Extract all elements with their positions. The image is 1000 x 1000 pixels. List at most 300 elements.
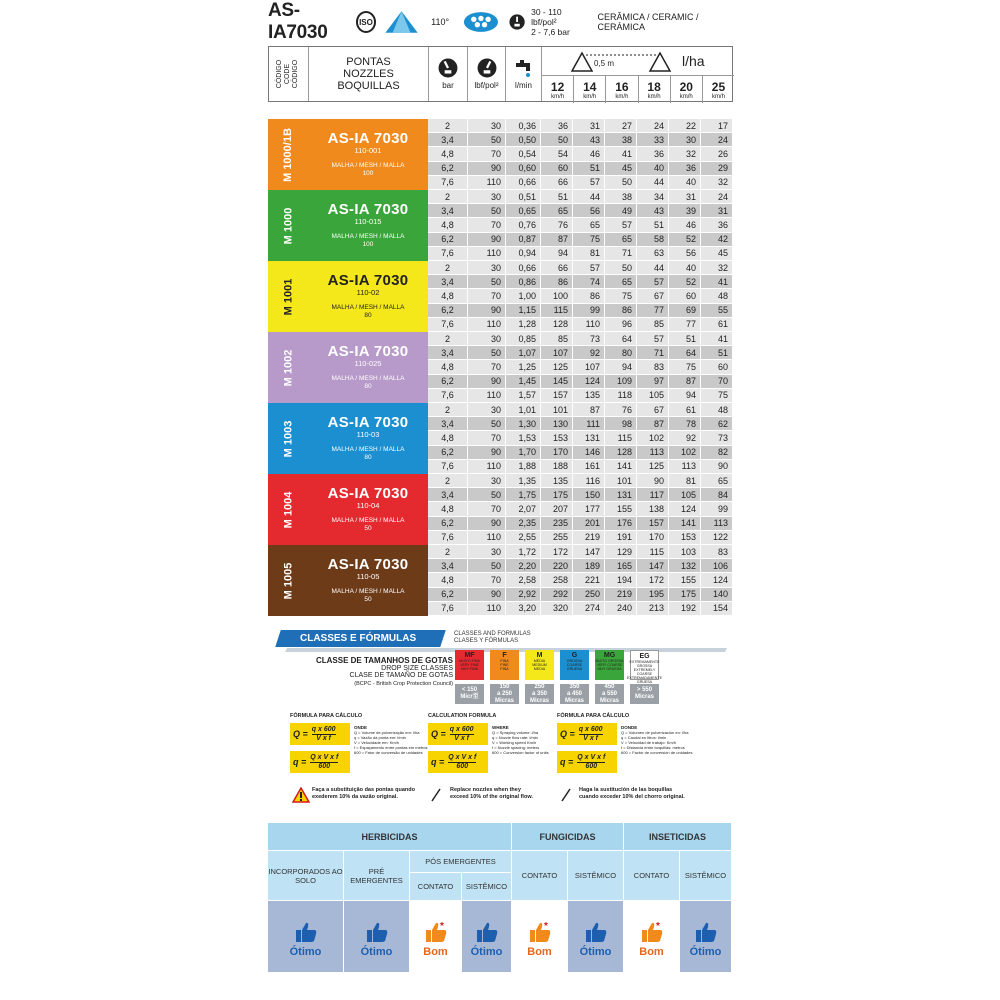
table-cell: 6,2 [428, 233, 468, 247]
table-cell: 1,30 [506, 417, 541, 431]
table-cell: 102 [669, 446, 701, 460]
table-cell: 17 [701, 119, 733, 133]
thumbs-up-icon [584, 921, 608, 943]
formula-legend-line: 600 = Factor de conversión de unidades [621, 750, 693, 755]
table-cell: 30 [468, 261, 506, 275]
table-cell: 1,01 [506, 403, 541, 417]
formula-flow [557, 751, 617, 773]
table-cell: 1,25 [506, 360, 541, 374]
speed-value: 25 [711, 79, 726, 94]
table-row [428, 545, 733, 559]
table-cell: 55 [701, 304, 733, 318]
formula-lhs: Q = [431, 729, 446, 739]
contact-label: CONTATO [512, 851, 568, 901]
classes-tab [275, 630, 446, 647]
table-row [428, 133, 733, 147]
micron-range-line: 150 [499, 683, 510, 690]
table-cell: 65 [541, 204, 573, 218]
table-cell: 124 [669, 502, 701, 516]
table-cell: 7,6 [428, 460, 468, 474]
thumbs-up-icon [365, 921, 389, 943]
table-row [428, 431, 733, 445]
table-cell: 6,2 [428, 517, 468, 531]
micron-range [560, 684, 589, 704]
classes-tab-label: CLASSES E FÓRMULAS [300, 633, 417, 644]
nozzle-rows [428, 261, 733, 332]
table-cell: 54 [541, 147, 573, 161]
table-cell: 147 [637, 559, 669, 573]
mesh-number: 100 [362, 241, 374, 248]
table-cell: 36 [701, 218, 733, 232]
table-cell: 76 [605, 403, 637, 417]
flow-unit: l/min [515, 81, 532, 90]
material: CERÂMICA / CERAMIC / CERÁMICA [597, 12, 699, 32]
nozzle-ref: 110-001 [354, 146, 382, 155]
table-cell: 94 [669, 389, 701, 403]
replace-note [312, 787, 415, 801]
formula-lhs: q = [431, 757, 445, 767]
table-row [428, 502, 733, 516]
table-cell: 90 [468, 446, 506, 460]
mesh-label: MALHA / MESH / MALLA [331, 588, 405, 595]
replace-note-line: exceed 10% of the original flow. [450, 794, 533, 800]
nozzle-rows [428, 545, 733, 616]
table-cell: 110 [468, 247, 506, 261]
table-cell: 87 [637, 417, 669, 431]
table-cell: 90 [468, 375, 506, 389]
table-cell: 38 [605, 190, 637, 204]
soil-incorporated-label: INCORPORADOS AO SOLO [268, 851, 344, 901]
classes-subtitle-es: CLASES Y FÓRMULAS [454, 638, 519, 644]
table-cell: 50 [468, 204, 506, 218]
table-cell: 50 [468, 346, 506, 360]
table-cell: 33 [637, 133, 669, 147]
table-cell: 0,85 [506, 332, 541, 346]
drop-size-title [303, 656, 453, 687]
formula-numerator: q x 600 [449, 725, 474, 733]
table-cell: 45 [605, 162, 637, 176]
table-row [428, 289, 733, 303]
table-cell: 70 [468, 218, 506, 232]
table-row [428, 176, 733, 190]
table-cell: 0,50 [506, 133, 541, 147]
table-cell: 117 [637, 488, 669, 502]
table-row [428, 573, 733, 587]
table-cell: 116 [573, 474, 605, 488]
table-cell: 32 [669, 147, 701, 161]
table-cell: 0,65 [506, 204, 541, 218]
table-cell: 29 [701, 162, 733, 176]
table-cell: 113 [669, 460, 701, 474]
table-cell: 7,6 [428, 602, 468, 616]
speed-col [606, 76, 638, 103]
formula-where: WHERE [492, 725, 509, 730]
insecticides-heading: INSETICIDAS [624, 823, 732, 851]
table-row [428, 318, 733, 332]
table-cell: 50 [541, 133, 573, 147]
drop-size-title-en: DROP SIZE CLASSES [381, 665, 453, 672]
table-cell: 81 [669, 474, 701, 488]
mesh-label: MALHA / MESH / MALLA [331, 162, 405, 169]
thumbs-up-icon [640, 921, 664, 943]
table-cell: 73 [701, 431, 733, 445]
table-cell: 7,6 [428, 247, 468, 261]
table-cell: 4,8 [428, 502, 468, 516]
table-cell: 130 [541, 417, 573, 431]
formula-legend-line: f = Espaçamento entre pontas em metros [354, 745, 428, 750]
nozzle-name: AS-IA 7030 [327, 556, 409, 573]
table-cell: 103 [669, 545, 701, 559]
pressure-psi: 30 - 110 lbf/pol² [531, 7, 562, 27]
drop-class-code: M [536, 652, 543, 659]
table-row [428, 233, 733, 247]
nozzle-group [268, 190, 733, 261]
table-cell: 125 [541, 360, 573, 374]
table-cell: 1,70 [506, 446, 541, 460]
table-row [428, 488, 733, 502]
table-cell: 32 [701, 261, 733, 275]
table-cell: 195 [637, 588, 669, 602]
rating-cell [268, 901, 344, 973]
table-cell: 165 [605, 559, 637, 573]
table-cell: 85 [541, 332, 573, 346]
table-cell: 58 [637, 233, 669, 247]
table-cell: 75 [573, 233, 605, 247]
table-cell: 188 [541, 460, 573, 474]
table-cell: 41 [605, 147, 637, 161]
pressure-gauge-icon [509, 13, 525, 31]
table-cell: 61 [701, 318, 733, 332]
micron-range-line: 250 [534, 683, 545, 690]
header [268, 0, 733, 43]
table-cell: 292 [541, 588, 573, 602]
table-cell: 6,2 [428, 588, 468, 602]
table-cell: 1,35 [506, 474, 541, 488]
table-cell: 115 [605, 431, 637, 445]
table-row [428, 346, 733, 360]
table-cell: 110 [468, 318, 506, 332]
table-row [428, 275, 733, 289]
formula-legend-line: f = Distancia entre boquillas: metros [621, 745, 685, 750]
table-cell: 63 [637, 247, 669, 261]
table-cell: 2 [428, 119, 468, 133]
drop-class-code: G [571, 652, 578, 659]
table-cell: 70 [468, 573, 506, 587]
formula-numerator: q x 600 [578, 725, 603, 733]
table-cell: 177 [573, 502, 605, 516]
nozzle-group [268, 119, 733, 190]
micron-range-line: Micras [529, 697, 549, 704]
pressure-range [531, 7, 583, 37]
rating-cell [462, 901, 512, 973]
mesh-number: 80 [364, 454, 372, 461]
table-cell: 51 [573, 162, 605, 176]
table-cell: 219 [605, 588, 637, 602]
mesh-label: MALHA / MESH / MALLA [331, 517, 405, 524]
table-cell: 92 [669, 431, 701, 445]
rating-label: Bom [639, 946, 664, 958]
table-cell: 155 [669, 573, 701, 587]
table-cell: 51 [637, 218, 669, 232]
nozzle-cell [308, 261, 428, 332]
table-row [428, 261, 733, 275]
drop-class-mg [595, 650, 624, 680]
formula-lhs: q = [560, 757, 574, 767]
table-cell: 161 [573, 460, 605, 474]
table-cell: 30 [468, 119, 506, 133]
replace-note-line: exederem 10% da vazão original. [312, 794, 398, 800]
thumbs-up-icon [694, 921, 718, 943]
formula-block [290, 713, 440, 783]
table-row [428, 417, 733, 431]
formula-fraction [577, 754, 605, 771]
table-cell: 110 [573, 318, 605, 332]
table-cell: 101 [605, 474, 637, 488]
table-cell: 0,51 [506, 190, 541, 204]
table-cell: 2,35 [506, 517, 541, 531]
table-cell: 41 [701, 332, 733, 346]
table-cell: 1,28 [506, 318, 541, 332]
table-cell: 60 [541, 162, 573, 176]
table-cell: 94 [541, 247, 573, 261]
table-cell: 99 [701, 502, 733, 516]
thumbs-up-icon [424, 921, 448, 943]
contact-label: CONTATO [410, 873, 462, 901]
table-cell: 219 [573, 531, 605, 545]
table-row [428, 304, 733, 318]
table-cell: 110 [468, 602, 506, 616]
drop-class-text: EXTREMELY COARSE [633, 668, 656, 676]
table-cell: 129 [605, 545, 637, 559]
table-cell: 77 [669, 318, 701, 332]
replace-note-line: Replace nozzles when they [450, 787, 521, 793]
table-cell: 56 [573, 204, 605, 218]
table-row [428, 360, 733, 374]
table-cell: 24 [637, 119, 669, 133]
table-cell: 106 [701, 559, 733, 573]
table-cell: 52 [669, 233, 701, 247]
replace-note [579, 787, 685, 801]
table-cell: 0,60 [506, 162, 541, 176]
table-cell: 57 [573, 261, 605, 275]
mesh-label: MALHA / MESH / MALLA [331, 233, 405, 240]
table-cell: 50 [468, 559, 506, 573]
table-cell: 87 [573, 403, 605, 417]
table-cell: 6,2 [428, 304, 468, 318]
table-cell: 240 [605, 602, 637, 616]
formula-fraction [579, 726, 603, 743]
table-cell: 51 [541, 190, 573, 204]
rating-label: Bom [423, 946, 448, 958]
table-row [428, 119, 733, 133]
table-cell: 320 [541, 602, 573, 616]
micron-range-line: a 250 [496, 690, 512, 697]
formula-legend [621, 725, 707, 755]
table-cell: 2,20 [506, 559, 541, 573]
nozzle-ref: 110-02 [356, 288, 380, 297]
table-cell: 65 [605, 275, 637, 289]
nozzles-heading-en: NOZZLES [343, 68, 394, 80]
table-cell: 110 [468, 389, 506, 403]
nozzle-code-cell [268, 190, 308, 261]
table-cell: 86 [605, 304, 637, 318]
table-cell: 90 [468, 517, 506, 531]
nozzle-ref: 110-025 [354, 359, 382, 368]
pressure-gauge-icon [438, 58, 458, 78]
table-row [428, 162, 733, 176]
table-cell: 0,66 [506, 261, 541, 275]
table-cell: 66 [541, 176, 573, 190]
table-cell: 40 [637, 162, 669, 176]
speed-value: 14 [583, 79, 597, 94]
table-cell: 51 [669, 332, 701, 346]
formula-denominator: V x f [583, 734, 599, 742]
table-cell: 75 [701, 389, 733, 403]
table-cell: 1,45 [506, 375, 541, 389]
table-cell: 3,4 [428, 417, 468, 431]
table-cell: 255 [541, 531, 573, 545]
formula-legend-line: V = Working speed Km/h [492, 740, 537, 745]
drop-class-text: MÉDIA [533, 659, 546, 663]
table-cell: 50 [468, 133, 506, 147]
table-cell: 7,6 [428, 531, 468, 545]
bar-unit: bar [442, 81, 454, 90]
speed-value: 18 [647, 79, 661, 94]
table-cell: 125 [637, 460, 669, 474]
table-cell: 113 [637, 446, 669, 460]
table-cell: 0,36 [506, 119, 541, 133]
table-cell: 30 [468, 545, 506, 559]
table-cell: 46 [669, 218, 701, 232]
table-cell: 86 [573, 289, 605, 303]
table-cell: 57 [637, 275, 669, 289]
table-cell: 56 [669, 247, 701, 261]
rating-label: Ótimo [289, 946, 322, 958]
table-cell: 110 [468, 531, 506, 545]
micron-range [630, 684, 659, 704]
table-cell: 155 [605, 502, 637, 516]
rating-cell [624, 901, 680, 973]
rating-label: Ótimo [360, 946, 393, 958]
table-cell: 0,94 [506, 247, 541, 261]
replace-note [450, 787, 533, 801]
table-cell: 80 [605, 346, 637, 360]
table-cell: 258 [541, 573, 573, 587]
table-cell: 3,20 [506, 602, 541, 616]
table-cell: 64 [605, 332, 637, 346]
table-cell: 51 [701, 346, 733, 360]
table-cell: 22 [669, 119, 701, 133]
table-cell: 97 [637, 375, 669, 389]
micron-range-line: a 450 [566, 690, 582, 697]
formula-denominator: V x f [454, 734, 470, 742]
table-cell: 135 [541, 474, 573, 488]
drop-class-f [490, 650, 519, 680]
table-cell: 192 [669, 602, 701, 616]
table-row [428, 389, 733, 403]
nozzle-name: AS-IA 7030 [327, 414, 409, 431]
micron-range [595, 684, 624, 704]
speed-unit: km/h [679, 93, 693, 100]
nozzle-ref: 110-05 [356, 572, 380, 581]
drop-classes [278, 628, 738, 708]
nozzle-group [268, 332, 733, 403]
table-cell: 57 [573, 176, 605, 190]
nozzle-cell [308, 332, 428, 403]
drop-class-text: COARSE [566, 663, 583, 667]
nozzle-code-cell [268, 332, 308, 403]
drop-class-text: MUY FINA [460, 667, 479, 671]
table-cell: 34 [637, 190, 669, 204]
formula-legend-line: Q = Volumen de pulverización en: l/ha [621, 730, 689, 735]
formula-denominator: 600 [456, 762, 469, 770]
table-cell: 109 [605, 375, 637, 389]
table-cell: 43 [637, 204, 669, 218]
table-cell: 94 [605, 360, 637, 374]
drop-class-text: VERY COARSE [596, 663, 623, 667]
table-cell: 70 [468, 147, 506, 161]
drop-class-text: MUITO GROSSA [595, 659, 624, 663]
formula-numerator: Q x V x f [448, 753, 477, 761]
table-cell: 157 [637, 517, 669, 531]
table-row [428, 190, 733, 204]
table-cell: 138 [637, 502, 669, 516]
table-cell: 86 [541, 275, 573, 289]
table-cell: 99 [573, 304, 605, 318]
table-cell: 39 [669, 204, 701, 218]
code-heading-es: CÓDIGO [292, 59, 300, 89]
nozzle-group [268, 403, 733, 474]
table-cell: 110 [468, 176, 506, 190]
table-cell: 48 [701, 403, 733, 417]
drop-class-m [525, 650, 554, 680]
table-cell: 2 [428, 545, 468, 559]
speed-col [639, 76, 671, 103]
faucet-icon [514, 58, 534, 78]
table-cell: 30 [468, 403, 506, 417]
table-cell: 65 [573, 218, 605, 232]
formula-legend-line: V = Velocidad de trabajo: Km/h [621, 740, 677, 745]
table-cell: 48 [701, 289, 733, 303]
drop-class-text: VERY FINE [460, 663, 479, 667]
table-cell: 115 [541, 304, 573, 318]
nozzle-cell [308, 403, 428, 474]
formula-legend-line: Q = Spraying volume: l/ha [492, 730, 539, 735]
nozzle-rows [428, 332, 733, 403]
table-cell: 85 [637, 318, 669, 332]
table-cell: 2 [428, 332, 468, 346]
table-row [428, 446, 733, 460]
drop-size-icon [463, 10, 499, 34]
table-cell: 78 [669, 417, 701, 431]
table-cell: 87 [669, 375, 701, 389]
table-cell: 118 [605, 389, 637, 403]
table-cell: 70 [701, 375, 733, 389]
nozzles-heading-pt: PONTAS [346, 56, 391, 68]
table-cell: 3,4 [428, 204, 468, 218]
nozzle-cell [308, 545, 428, 616]
table-cell: 1,00 [506, 289, 541, 303]
table-cell: 61 [669, 403, 701, 417]
table-cell: 175 [669, 588, 701, 602]
flow-rate-table [268, 119, 733, 616]
drop-class-text: FINA [500, 659, 509, 663]
formula-fraction [312, 726, 336, 743]
table-cell: 90 [468, 588, 506, 602]
nozzle-name: AS-IA 7030 [327, 485, 409, 502]
rating-cell [568, 901, 624, 973]
nozzle-code: M 1004 [281, 491, 294, 528]
